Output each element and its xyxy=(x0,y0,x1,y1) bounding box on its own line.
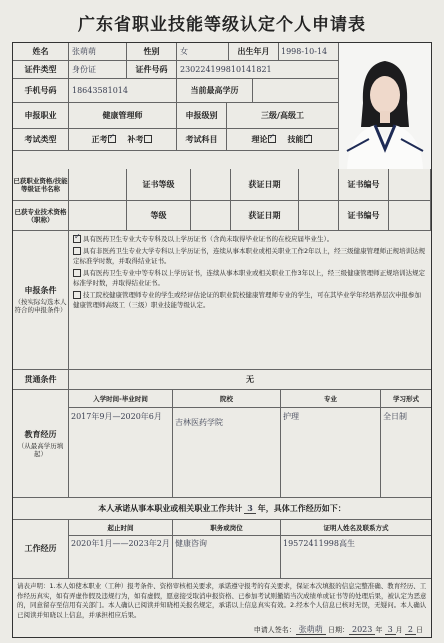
value-education-level xyxy=(253,79,339,103)
month-unit: 月 xyxy=(395,625,403,634)
value-grade xyxy=(191,201,231,231)
signature-line xyxy=(254,625,423,636)
exam-makeup-checkbox[interactable] xyxy=(144,135,152,143)
value-held-title xyxy=(69,201,127,231)
value-obtain-date xyxy=(299,169,339,201)
value-held-certificate xyxy=(69,169,127,201)
subject-options xyxy=(227,129,339,151)
work-commitment xyxy=(13,498,431,520)
edu-row-mode: 全日制 xyxy=(381,408,431,498)
value-birth: 1998-10-14 xyxy=(279,43,339,61)
label-cert-no-2: 证书编号 xyxy=(339,201,389,231)
label-consistent: 贯通条件 xyxy=(13,370,69,390)
label-occupation: 申报职业 xyxy=(13,103,69,129)
label-held-certificate: 已获职业资格/技能等级证书名称 xyxy=(13,169,69,201)
exam-makeup-option[interactable]: 补考 xyxy=(128,135,154,145)
label-name: 姓名 xyxy=(13,43,69,61)
form-title: 广东省职业技能等级认定个人申请表 xyxy=(78,15,366,35)
condition-checkbox-4[interactable] xyxy=(73,291,81,299)
label-cert-level: 证书等级 xyxy=(127,169,191,201)
year-unit: 年 xyxy=(375,625,383,634)
applicant-photo xyxy=(339,43,431,169)
condition-checkbox-3[interactable] xyxy=(73,269,81,277)
exam-type-options xyxy=(69,129,177,151)
value-cert-no-2 xyxy=(389,201,431,231)
condition-item[interactable]: 具有非医药卫生专业大学专科以上学历证书，连续从事本职业或相关职业工作2年以上，经三级健康管理师正规培训达规定标准学时数，并取得结业证书。 xyxy=(73,247,426,265)
exam-normal-option[interactable]: 正考✓ xyxy=(92,135,118,145)
date-label: 日期： xyxy=(327,625,349,634)
skill-checkbox[interactable] xyxy=(304,135,312,143)
label-gender: 性别 xyxy=(127,43,177,61)
exam-normal-checkbox[interactable] xyxy=(108,135,116,143)
conditions-list xyxy=(69,231,431,370)
edu-header-period: 入学时间-毕业时间 xyxy=(69,390,173,408)
condition-checkbox-1[interactable] xyxy=(73,235,81,243)
label-conditions: 申报条件 xyxy=(24,286,57,295)
skill-option[interactable]: 技能✓ xyxy=(288,135,314,145)
signature-label: 申请人签名： xyxy=(253,625,296,634)
label-conditions-note: （按实际勾选本人符合的申报条件） xyxy=(14,298,67,314)
value-cert-level xyxy=(191,169,231,201)
declaration-box xyxy=(13,579,431,637)
work-years-value: 3 xyxy=(244,503,256,514)
condition-item[interactable]: ✓具有医药卫生专业大专专科及以上学历证书（含尚未取得毕业证书的在校应届毕业生）。 xyxy=(73,234,427,244)
value-occupation: 健康管理师 xyxy=(69,103,177,129)
work-commitment-prefix: 本人承诺从事本职业或相关职业工作共计 xyxy=(98,503,243,513)
value-consistent: 无 xyxy=(69,370,431,390)
edu-row-school: 吉林医药学院 xyxy=(173,408,281,498)
value-id-no: 230224199810141821 xyxy=(177,61,339,79)
label-phone: 手机号码 xyxy=(13,79,69,103)
day-unit: 日 xyxy=(416,625,423,634)
value-cert-no xyxy=(389,169,431,201)
label-exam-type: 考试类型 xyxy=(13,129,69,151)
signature-day: 2 xyxy=(405,625,416,635)
label-id-type: 证件类型 xyxy=(13,61,69,79)
label-education-level: 当前最高学历 xyxy=(177,79,253,103)
value-obtain-date-2 xyxy=(299,201,339,231)
label-grade: 等级 xyxy=(127,201,191,231)
value-gender: 女 xyxy=(177,43,229,61)
signature-year: 2023 xyxy=(349,625,375,635)
edu-row-period: 2017年9月—2020年6月 xyxy=(69,408,173,498)
value-id-type: 身份证 xyxy=(69,61,127,79)
condition-checkbox-2[interactable] xyxy=(73,247,81,255)
label-held-title: 已获专业技术资格（职称） xyxy=(13,201,69,231)
label-birth: 出生年月 xyxy=(229,43,279,61)
label-id-no: 证件号码 xyxy=(127,61,177,79)
conditions-label-cell xyxy=(13,231,69,370)
value-phone: 18643581014 xyxy=(69,79,177,103)
signature-name: 张萌萌 xyxy=(296,625,326,635)
value-name: 张萌萌 xyxy=(69,43,127,61)
work-row-position: 健康咨询 xyxy=(173,536,281,579)
label-work: 工作经历 xyxy=(13,520,69,579)
form-table xyxy=(12,42,432,638)
edu-header-school: 院校 xyxy=(173,390,281,408)
work-commitment-suffix: 年，具体工作经历如下： xyxy=(257,503,346,513)
declaration-text: 请表声明：1.本人如使本职业（工种）报考条件、资格审核相关要求，承诺遵守报考的有关要求，保证本次填报的信息完整准确、教育经历、工作经历真实，如有弄虚作假及违规行为，如有虚假，愿意接受取消申报资格、已参加考试则撤销当次成绩单或证书等的处理后果，被认定为恶意的，同意留存至信用有关部门。本人确认已阅读并知晓相关报名规定，承诺以上信息真实有效。2.经本个人信息已核对无误，无疑问。本人确认已阅读并知晓以上信息，并承担相应后果。 xyxy=(17,582,427,619)
condition-item[interactable]: 具有医药卫生专业中等专科以上学历证书，连续从事本职业或相关职业工作3年以上，经三级健康管理师正规培训达规定标准学时数，并取得结业证书。 xyxy=(73,269,426,287)
label-education: 教育经历 xyxy=(24,429,57,439)
label-education-note: （从最高学历填起） xyxy=(17,441,64,458)
work-row-reference: 19572411998高生 xyxy=(281,536,431,579)
applicant-portrait-image xyxy=(339,43,431,169)
condition-item[interactable]: 技工院校健康管理师专业的学生或经评估论证的职业院校健康管理师专业的学生，可在其毕业学年经培养层次申报参加健康管理师高级工（三级）职业技能等级认定。 xyxy=(73,291,421,309)
education-label-cell xyxy=(13,390,69,498)
label-obtain-date: 获证日期 xyxy=(231,169,299,201)
label-obtain-date-2: 获证日期 xyxy=(231,201,299,231)
theory-checkbox[interactable] xyxy=(268,135,276,143)
edu-row-major: 护理 xyxy=(281,408,381,498)
work-header-period: 起止时间 xyxy=(69,520,173,536)
signature-month: 3 xyxy=(385,625,396,635)
label-cert-no: 证书编号 xyxy=(339,169,389,201)
label-subject: 考试科目 xyxy=(177,129,227,151)
theory-option[interactable]: 理论✓ xyxy=(252,135,278,145)
work-row-period: 2020年1月——2023年2月 xyxy=(69,536,173,579)
work-header-reference: 证明人姓名及联系方式 xyxy=(281,520,431,536)
work-header-position: 职务或岗位 xyxy=(173,520,281,536)
edu-header-major: 专业 xyxy=(281,390,381,408)
value-level: 三级/高级工 xyxy=(227,103,339,129)
label-level: 申报级别 xyxy=(177,103,227,129)
edu-header-mode: 学习形式 xyxy=(381,390,431,408)
